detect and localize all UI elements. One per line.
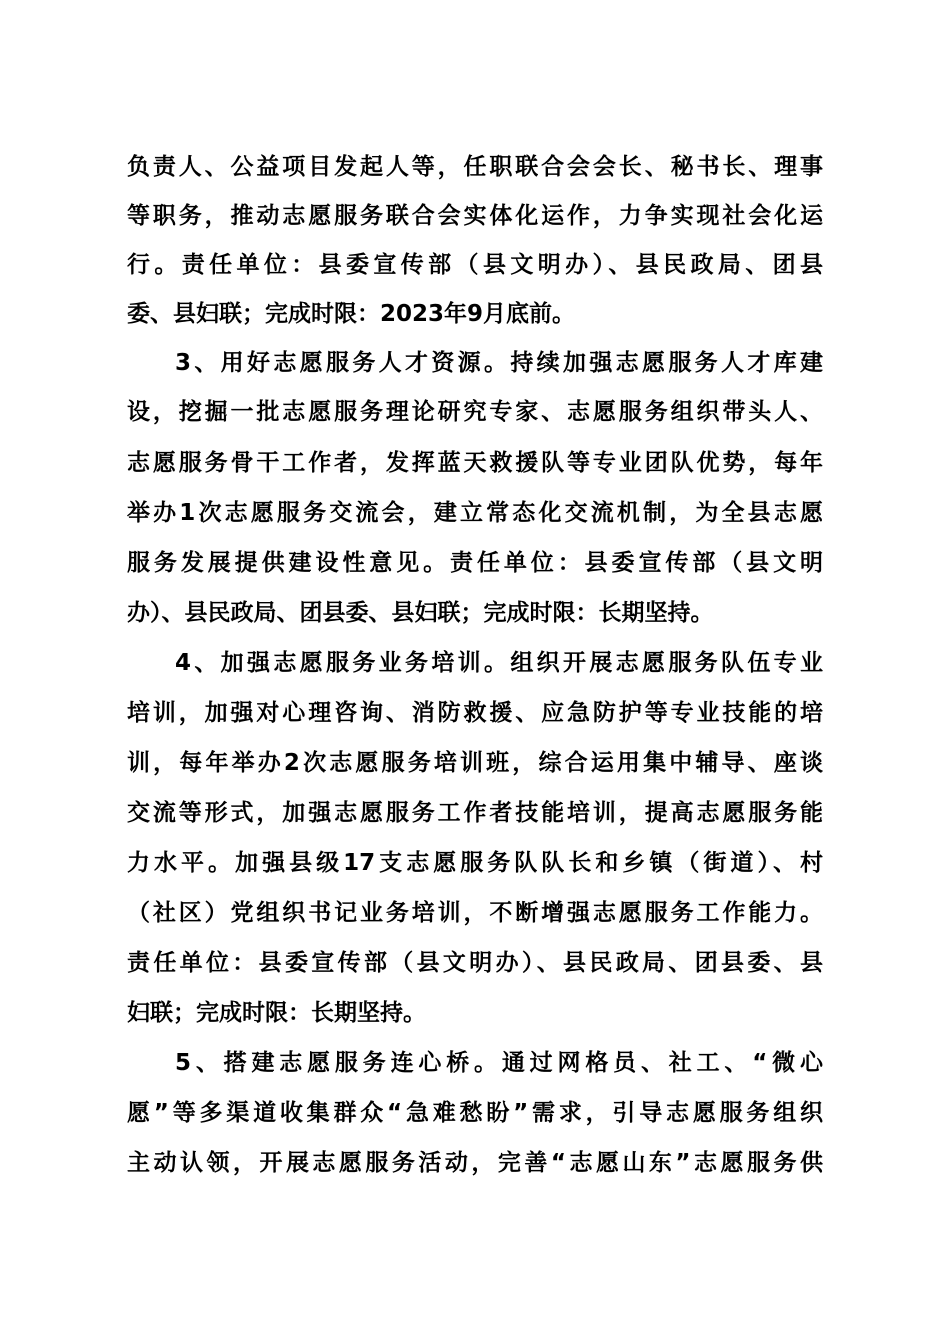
text-line: 办）、县民政局、团县委、县妇联；完成时限：长期坚持。	[127, 600, 714, 626]
text-line: 行。责任单位：县委宣传部（县文明办）、县民政局、团县	[127, 252, 823, 278]
text-line: 妇联；完成时限：长期坚持。	[127, 1000, 426, 1026]
text-line: 志愿服务骨干工作者，发挥蓝天救援队等专业团队优势，每年	[127, 450, 823, 476]
text-line: 5、搭建志愿服务连心桥。通过网格员、社工、“微心	[175, 1050, 823, 1076]
text-line: 4、加强志愿服务业务培训。组织开展志愿服务队伍专业	[175, 650, 823, 676]
text-line: 责任单位：县委宣传部（县文明办）、县民政局、团县委、县	[127, 950, 823, 976]
text-line: 设，挖掘一批志愿服务理论研究专家、志愿服务组织带头人、	[127, 399, 823, 425]
text-line: 负责人、公益项目发起人等，任职联合会会长、秘书长、理事	[127, 154, 823, 180]
text-line: 委、县妇联；完成时限：2023年9月底前。	[127, 301, 576, 327]
text-line: （社区）党组织书记业务培训，不断增强志愿服务工作能力。	[127, 900, 823, 926]
text-line: 3、用好志愿服务人才资源。持续加强志愿服务人才库建	[175, 350, 823, 376]
text-line: 主动认领，开展志愿服务活动，完善“志愿山东”志愿服务供	[127, 1150, 823, 1176]
text-line: 训，每年举办2次志愿服务培训班，综合运用集中辅导、座谈	[127, 750, 823, 776]
text-line: 举办1次志愿服务交流会，建立常态化交流机制，为全县志愿	[127, 500, 823, 526]
text-line: 力水平。加强县级17支志愿服务队队长和乡镇（街道）、村	[127, 850, 823, 876]
text-line: 愿”等多渠道收集群众“急难愁盼”需求，引导志愿服务组织	[127, 1100, 823, 1126]
text-line: 培训，加强对心理咨询、消防救援、应急防护等专业技能的培	[127, 700, 823, 726]
text-line: 交流等形式，加强志愿服务工作者技能培训，提高志愿服务能	[127, 800, 823, 826]
text-line: 等职务，推动志愿服务联合会实体化运作，力争实现社会化运	[127, 203, 823, 229]
text-line: 服务发展提供建设性意见。责任单位：县委宣传部（县文明	[127, 550, 823, 576]
